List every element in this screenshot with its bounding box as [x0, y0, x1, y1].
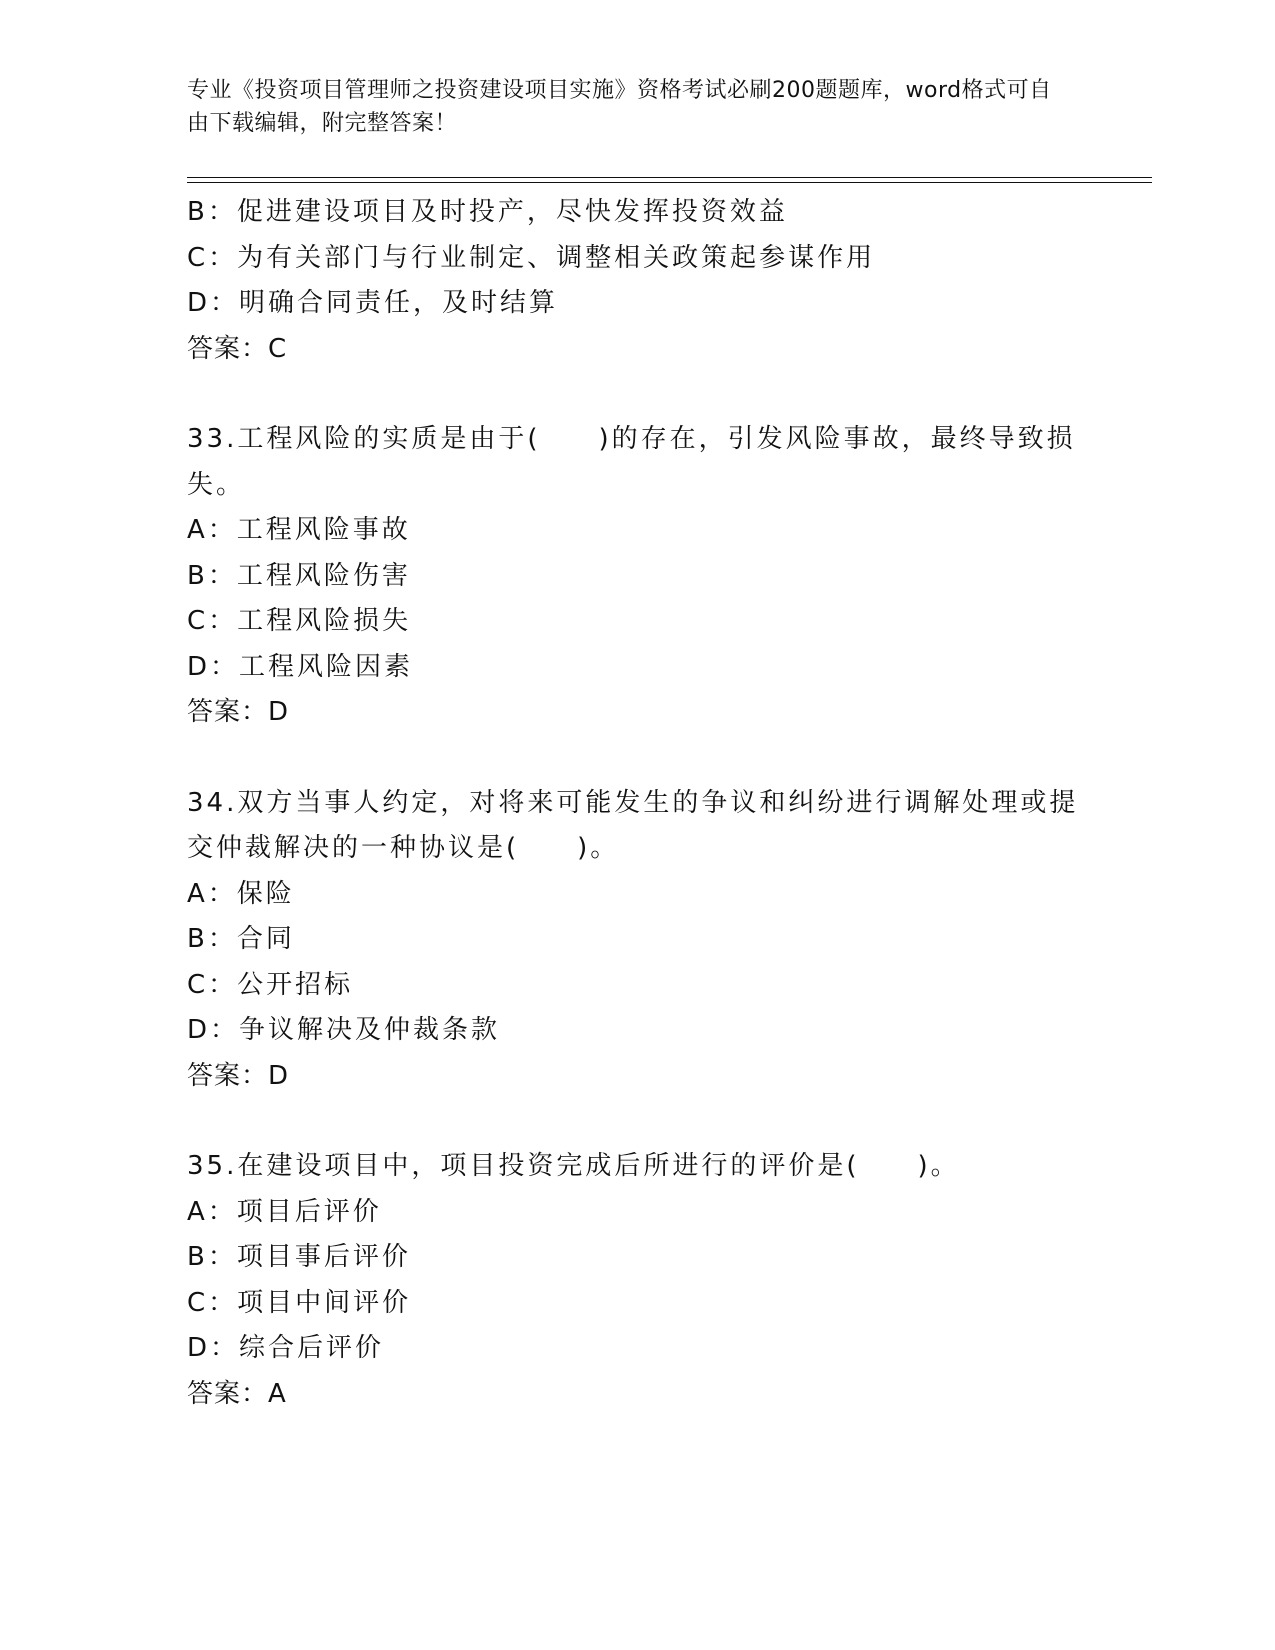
header-rule-bottom — [187, 182, 1152, 183]
header-rule-top — [187, 177, 1152, 178]
answer-line: 答案：C — [187, 333, 288, 364]
answer-line: 答案：D — [187, 697, 290, 727]
option-b: B：项目事后评价 — [187, 1242, 411, 1272]
question-34 — [187, 781, 1087, 1100]
option-b: B：合同 — [187, 924, 295, 954]
option-a: A：项目后评价 — [187, 1196, 382, 1227]
continued-question — [187, 190, 1087, 372]
answer-line: 答案：A — [187, 1378, 287, 1409]
question-33 — [187, 417, 1087, 736]
option-d: D：工程风险因素 — [187, 651, 414, 682]
document-header: 专业《投资项目管理师之投资建设项目实施》资格考试必刷200题题库，word格式可自由下载编辑，附完整答案！ — [187, 78, 1052, 136]
option-c: C：为有关部门与行业制定、调整相关政策起参谋作用 — [187, 242, 876, 273]
option-b: B：工程风险伤害 — [187, 560, 411, 591]
option-d: D：综合后评价 — [187, 1333, 385, 1363]
option-a: A：工程风险事故 — [187, 515, 411, 545]
question-stem: 34.双方当事人约定，对将来可能发生的争议和纠纷进行调解处理或提交仲裁解决的一种协议是( )。 — [187, 787, 1079, 863]
answer-line: 答案：D — [187, 1060, 290, 1091]
question-list — [187, 190, 1087, 1417]
question-stem: 35.在建设项目中，项目投资完成后所进行的评价是( )。 — [187, 1151, 960, 1181]
option-a: A：保险 — [187, 878, 295, 909]
option-b: B：促进建设项目及时投产，尽快发挥投资效益 — [187, 197, 788, 227]
option-c: C：工程风险损失 — [187, 606, 412, 636]
option-c: C：项目中间评价 — [187, 1287, 412, 1318]
option-c: C：公开招标 — [187, 969, 354, 1000]
option-d: D：明确合同责任，及时结算 — [187, 288, 559, 318]
question-stem: 33.工程风险的实质是由于( )的存在，引发风险事故，最终导致损失。 — [187, 424, 1076, 500]
question-35 — [187, 1144, 1087, 1417]
option-d: D：争议解决及仲裁条款 — [187, 1015, 501, 1045]
